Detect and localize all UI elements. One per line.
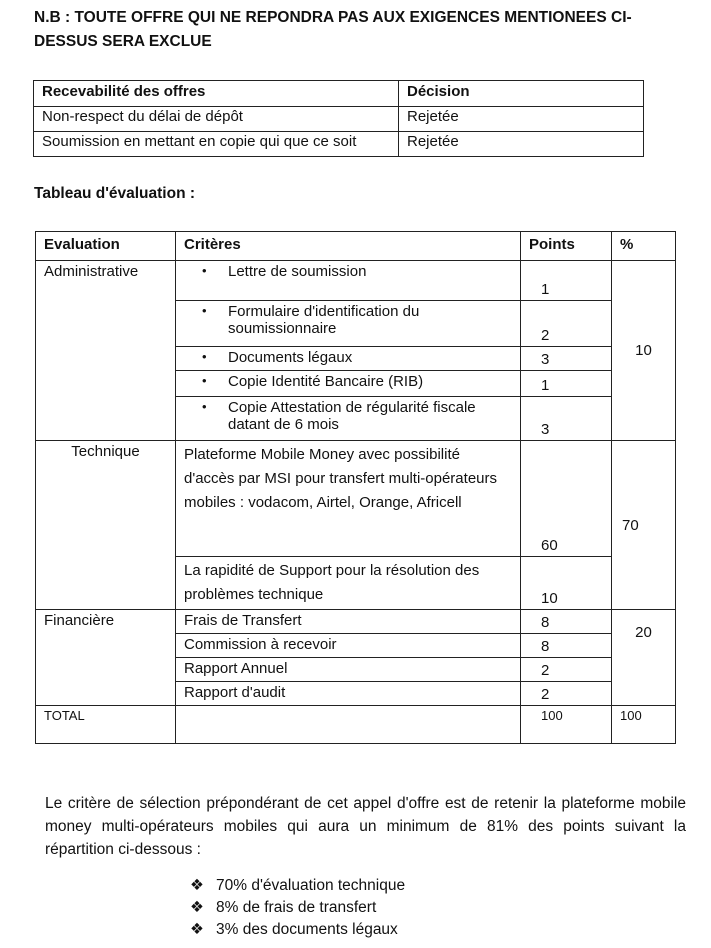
table-row	[36, 706, 676, 744]
list-item-text: 8% de frais de transfert	[216, 899, 377, 916]
selection-paragraph: Le critère de sélection prépondérant de cet appel d'offre est de retenir la plateforme mobile money multi-opérateurs mobiles qui aura un minimum de 81% des points suivant la répartition ci-dessous :	[45, 795, 686, 858]
bullet-glyph: •	[202, 263, 207, 278]
criterion-cell	[176, 261, 521, 301]
criterion-cell: Rapport Annuel	[176, 658, 521, 682]
list-item-text: 70% d'évaluation technique	[216, 877, 406, 894]
criterion-cell	[176, 371, 521, 397]
column-header: Recevabilité des offres	[34, 81, 399, 107]
table-row	[34, 107, 644, 132]
table-row	[34, 132, 644, 157]
criterion-text: Copie Attestation de régularité fiscale datant de 6 mois	[228, 399, 476, 433]
diamond-bullet-icon: ❖	[190, 877, 204, 894]
table-row	[36, 610, 676, 634]
list-item-text: 3% des documents légaux	[216, 921, 398, 938]
points-cell: 2	[521, 658, 612, 682]
criterion-text: Copie Identité Bancaire (RIB)	[228, 373, 424, 390]
percent-financiere: 20	[612, 610, 676, 706]
category-technique: Technique	[36, 441, 176, 610]
criterion-text: Formulaire d'identification du soumissionnaire	[228, 303, 420, 337]
total-points: 100	[521, 706, 612, 744]
criterion-cell: La rapidité de Support pour la résolution des problèmes technique	[176, 557, 521, 610]
table-header-row	[36, 232, 676, 261]
column-header: Evaluation	[36, 232, 176, 261]
criterion-cell: Frais de Transfert	[176, 610, 521, 634]
bullet-glyph: •	[202, 349, 207, 364]
criterion-cell: Commission à recevoir	[176, 634, 521, 658]
points-cell: 1	[521, 371, 612, 397]
points-cell: 8	[521, 634, 612, 658]
bullet-glyph: •	[202, 399, 207, 414]
criterion-cell	[176, 301, 521, 347]
column-header: %	[612, 232, 676, 261]
table-cell: Rejetée	[399, 107, 644, 132]
column-header: Décision	[399, 81, 644, 107]
points-cell: 2	[521, 301, 612, 347]
points-cell: 10	[521, 557, 612, 610]
list-item	[190, 919, 405, 941]
criterion-cell: Plateforme Mobile Money avec possibilité d'accès par MSI pour transfert multi-opérateurs mobiles : vodacom, Airtel, Orange, Africell	[176, 441, 521, 557]
table-cell: Non-respect du délai de dépôt	[34, 107, 399, 132]
table-cell: Rejetée	[399, 132, 644, 157]
points-cell: 60	[521, 441, 612, 557]
criterion-cell	[176, 397, 521, 441]
bullet-glyph: •	[202, 303, 207, 318]
criterion-text: Documents légaux	[228, 349, 353, 366]
category-financiere: Financière	[36, 610, 176, 706]
percent-administrative: 10	[612, 261, 676, 441]
list-item	[190, 875, 405, 897]
evaluation-table	[35, 231, 676, 744]
total-label: TOTAL	[36, 706, 176, 744]
diamond-bullet-icon: ❖	[190, 899, 204, 916]
diamond-bullet-icon: ❖	[190, 921, 204, 938]
points-cell: 8	[521, 610, 612, 634]
column-header: Points	[521, 232, 612, 261]
criterion-text: Lettre de soumission	[228, 263, 367, 280]
criterion-cell	[176, 347, 521, 371]
points-cell: 3	[521, 397, 612, 441]
points-cell: 2	[521, 682, 612, 706]
points-cell: 3	[521, 347, 612, 371]
percent-technique: 70	[612, 441, 676, 610]
points-cell: 1	[521, 261, 612, 301]
column-header: Critères	[176, 232, 521, 261]
notice-heading: N.B : TOUTE OFFRE QUI NE REPONDRA PAS AUX EXIGENCES MENTIONEES CI-DESSUS SERA EXCLUE	[34, 9, 632, 50]
table-row	[36, 261, 676, 301]
total-percent: 100	[612, 706, 676, 744]
criterion-cell: Rapport d'audit	[176, 682, 521, 706]
evaluation-title: Tableau d'évaluation :	[34, 185, 196, 202]
distribution-list	[190, 875, 405, 941]
category-administrative: Administrative	[36, 261, 176, 441]
receivability-table	[33, 80, 644, 157]
table-cell	[176, 706, 521, 744]
bullet-glyph: •	[202, 373, 207, 388]
list-item	[190, 897, 405, 919]
table-header-row	[34, 81, 644, 107]
table-cell: Soumission en mettant en copie qui que ce soit	[34, 132, 399, 157]
table-row	[36, 441, 676, 557]
